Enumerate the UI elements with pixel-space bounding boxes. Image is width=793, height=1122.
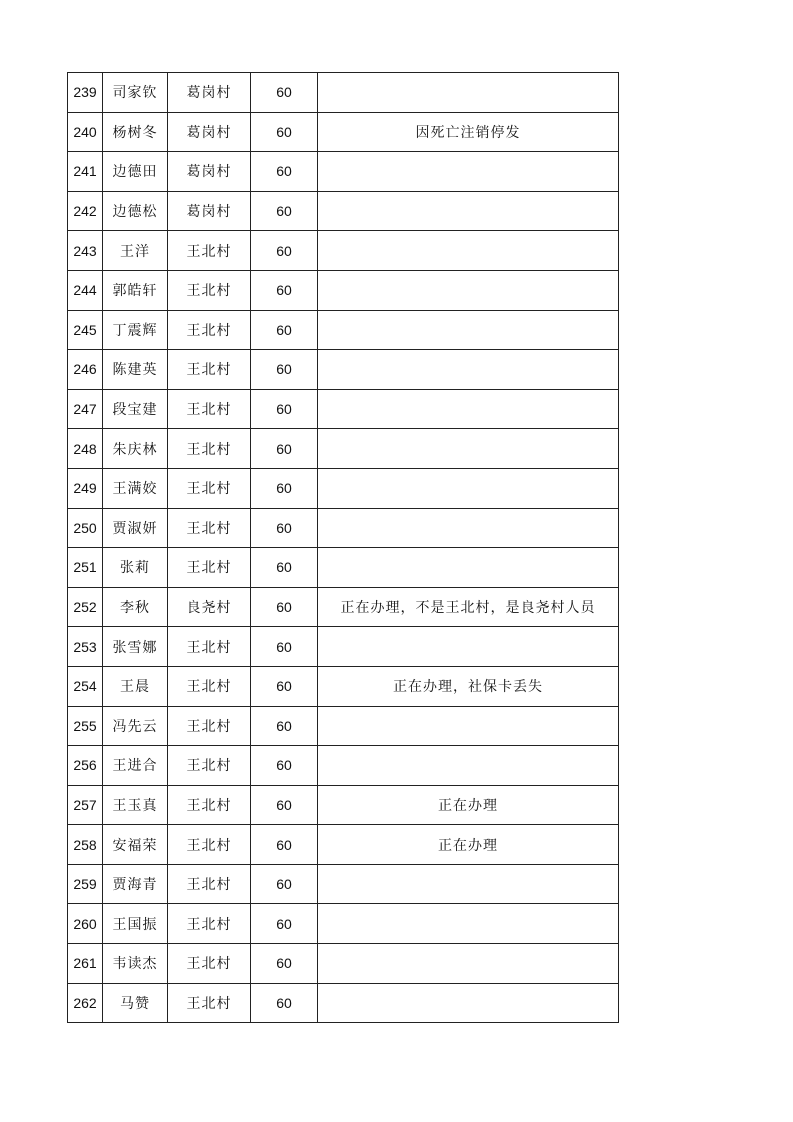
- amount-cell: 60: [251, 864, 318, 904]
- village-cell: 葛岗村: [168, 112, 251, 152]
- table-row: [68, 191, 619, 231]
- row-number-cell: 248: [68, 429, 103, 469]
- amount-cell: 60: [251, 944, 318, 984]
- table-row: [68, 270, 619, 310]
- village-cell: 王北村: [168, 468, 251, 508]
- person-name-cell: 边德田: [103, 152, 168, 192]
- amount-cell: 60: [251, 112, 318, 152]
- village-cell: 王北村: [168, 706, 251, 746]
- village-cell: 王北村: [168, 270, 251, 310]
- village-cell: 王北村: [168, 904, 251, 944]
- village-cell: 王北村: [168, 746, 251, 786]
- table-row: [68, 785, 619, 825]
- remark-cell: [318, 904, 619, 944]
- row-number-cell: 257: [68, 785, 103, 825]
- amount-cell: 60: [251, 231, 318, 271]
- row-number-cell: 256: [68, 746, 103, 786]
- remark-cell: 正在办理: [318, 825, 619, 865]
- person-name-cell: 丁震辉: [103, 310, 168, 350]
- village-cell: 王北村: [168, 548, 251, 588]
- village-cell: 王北村: [168, 429, 251, 469]
- village-cell: 良尧村: [168, 587, 251, 627]
- row-number-cell: 253: [68, 627, 103, 667]
- amount-cell: 60: [251, 191, 318, 231]
- amount-cell: 60: [251, 73, 318, 113]
- remark-cell: [318, 389, 619, 429]
- table-row: [68, 666, 619, 706]
- village-cell: 王北村: [168, 389, 251, 429]
- row-number-cell: 245: [68, 310, 103, 350]
- remark-cell: [318, 429, 619, 469]
- remark-cell: [318, 746, 619, 786]
- remark-cell: [318, 468, 619, 508]
- table-row: [68, 508, 619, 548]
- roster-table-body: [68, 73, 619, 1023]
- village-cell: 葛岗村: [168, 191, 251, 231]
- person-name-cell: 王满姣: [103, 468, 168, 508]
- table-row: [68, 706, 619, 746]
- table-row: [68, 587, 619, 627]
- person-name-cell: 边德松: [103, 191, 168, 231]
- row-number-cell: 243: [68, 231, 103, 271]
- remark-cell: [318, 864, 619, 904]
- remark-cell: [318, 548, 619, 588]
- village-cell: 葛岗村: [168, 152, 251, 192]
- row-number-cell: 249: [68, 468, 103, 508]
- village-cell: 王北村: [168, 983, 251, 1023]
- amount-cell: 60: [251, 627, 318, 667]
- person-name-cell: 冯先云: [103, 706, 168, 746]
- person-name-cell: 王玉真: [103, 785, 168, 825]
- table-row: [68, 746, 619, 786]
- table-row: [68, 548, 619, 588]
- person-name-cell: 杨树冬: [103, 112, 168, 152]
- amount-cell: 60: [251, 389, 318, 429]
- row-number-cell: 261: [68, 944, 103, 984]
- amount-cell: 60: [251, 548, 318, 588]
- person-name-cell: 郭皓轩: [103, 270, 168, 310]
- village-cell: 王北村: [168, 508, 251, 548]
- person-name-cell: 张莉: [103, 548, 168, 588]
- person-name-cell: 韦读杰: [103, 944, 168, 984]
- remark-cell: 正在办理，不是王北村，是良尧村人员: [318, 587, 619, 627]
- row-number-cell: 250: [68, 508, 103, 548]
- person-name-cell: 贾淑妍: [103, 508, 168, 548]
- table-row: [68, 73, 619, 113]
- remark-cell: [318, 627, 619, 667]
- amount-cell: 60: [251, 468, 318, 508]
- amount-cell: 60: [251, 706, 318, 746]
- table-row: [68, 152, 619, 192]
- amount-cell: 60: [251, 825, 318, 865]
- row-number-cell: 258: [68, 825, 103, 865]
- remark-cell: [318, 944, 619, 984]
- table-row: [68, 468, 619, 508]
- amount-cell: 60: [251, 270, 318, 310]
- table-row: [68, 310, 619, 350]
- remark-cell: [318, 270, 619, 310]
- village-cell: 王北村: [168, 944, 251, 984]
- village-cell: 王北村: [168, 666, 251, 706]
- person-name-cell: 朱庆林: [103, 429, 168, 469]
- remark-cell: [318, 73, 619, 113]
- remark-cell: 正在办理，社保卡丢失: [318, 666, 619, 706]
- table-row: [68, 231, 619, 271]
- row-number-cell: 246: [68, 350, 103, 390]
- row-number-cell: 260: [68, 904, 103, 944]
- remark-cell: [318, 350, 619, 390]
- row-number-cell: 240: [68, 112, 103, 152]
- row-number-cell: 247: [68, 389, 103, 429]
- table-row: [68, 112, 619, 152]
- row-number-cell: 259: [68, 864, 103, 904]
- remark-cell: 因死亡注销停发: [318, 112, 619, 152]
- remark-cell: [318, 983, 619, 1023]
- amount-cell: 60: [251, 152, 318, 192]
- row-number-cell: 242: [68, 191, 103, 231]
- row-number-cell: 244: [68, 270, 103, 310]
- row-number-cell: 239: [68, 73, 103, 113]
- person-name-cell: 王国振: [103, 904, 168, 944]
- person-name-cell: 安福荣: [103, 825, 168, 865]
- village-cell: 葛岗村: [168, 73, 251, 113]
- amount-cell: 60: [251, 983, 318, 1023]
- remark-cell: [318, 231, 619, 271]
- row-number-cell: 251: [68, 548, 103, 588]
- amount-cell: 60: [251, 785, 318, 825]
- remark-cell: [318, 508, 619, 548]
- table-row: [68, 904, 619, 944]
- remark-cell: 正在办理: [318, 785, 619, 825]
- person-name-cell: 王晨: [103, 666, 168, 706]
- amount-cell: 60: [251, 429, 318, 469]
- village-cell: 王北村: [168, 864, 251, 904]
- village-cell: 王北村: [168, 627, 251, 667]
- amount-cell: 60: [251, 746, 318, 786]
- row-number-cell: 241: [68, 152, 103, 192]
- person-name-cell: 陈建英: [103, 350, 168, 390]
- remark-cell: [318, 191, 619, 231]
- amount-cell: 60: [251, 587, 318, 627]
- table-row: [68, 389, 619, 429]
- roster-table: [67, 72, 619, 1023]
- village-cell: 王北村: [168, 231, 251, 271]
- amount-cell: 60: [251, 904, 318, 944]
- table-row: [68, 983, 619, 1023]
- person-name-cell: 马赞: [103, 983, 168, 1023]
- row-number-cell: 262: [68, 983, 103, 1023]
- village-cell: 王北村: [168, 310, 251, 350]
- person-name-cell: 张雪娜: [103, 627, 168, 667]
- amount-cell: 60: [251, 666, 318, 706]
- table-row: [68, 825, 619, 865]
- remark-cell: [318, 310, 619, 350]
- person-name-cell: 王进合: [103, 746, 168, 786]
- table-row: [68, 864, 619, 904]
- table-row: [68, 350, 619, 390]
- remark-cell: [318, 706, 619, 746]
- person-name-cell: 司家钦: [103, 73, 168, 113]
- table-row: [68, 627, 619, 667]
- village-cell: 王北村: [168, 785, 251, 825]
- amount-cell: 60: [251, 350, 318, 390]
- amount-cell: 60: [251, 310, 318, 350]
- person-name-cell: 贾海青: [103, 864, 168, 904]
- person-name-cell: 李秋: [103, 587, 168, 627]
- village-cell: 王北村: [168, 350, 251, 390]
- amount-cell: 60: [251, 508, 318, 548]
- row-number-cell: 252: [68, 587, 103, 627]
- village-cell: 王北村: [168, 825, 251, 865]
- remark-cell: [318, 152, 619, 192]
- row-number-cell: 255: [68, 706, 103, 746]
- row-number-cell: 254: [68, 666, 103, 706]
- person-name-cell: 王洋: [103, 231, 168, 271]
- table-row: [68, 429, 619, 469]
- table-row: [68, 944, 619, 984]
- person-name-cell: 段宝建: [103, 389, 168, 429]
